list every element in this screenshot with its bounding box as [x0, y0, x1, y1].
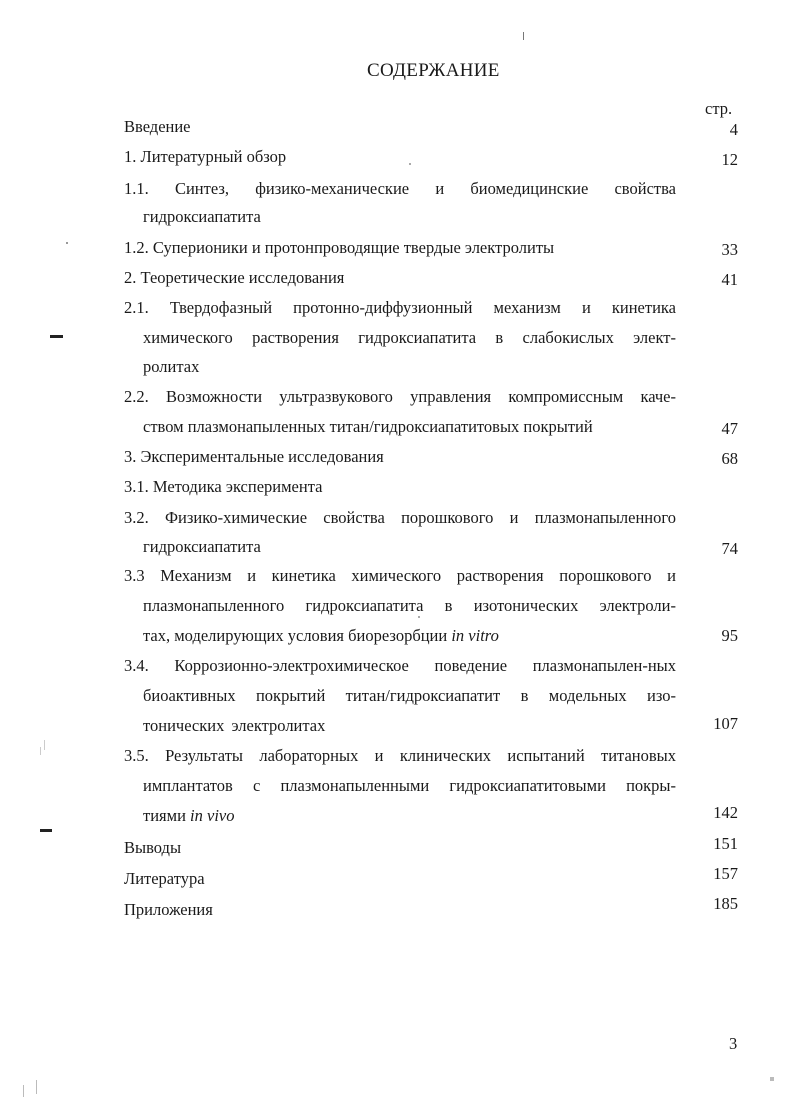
page-number: 3 [729, 1034, 738, 1053]
toc-page-chapter-2: 41 [721, 270, 738, 289]
page-title: СОДЕРЖАНИЕ [367, 60, 500, 81]
toc-entry-chapter-2: 2. Теоретические исследования [124, 268, 345, 287]
scan-artifact [44, 740, 45, 750]
scan-artifact [523, 32, 524, 40]
toc-page-3-3: 95 [721, 626, 738, 645]
toc-entry-3-4-line1: 3.4. Коррозионно-электрохимическое поведение плазмонапылен-ных [124, 656, 676, 675]
toc-entry-2-2-line1: 2.2. Возможности ультразвукового управления компромиссным каче- [124, 387, 676, 406]
toc-entry-3-4-line3: тонических электролитах [143, 716, 326, 735]
scan-artifact [23, 1085, 24, 1097]
toc-entry-appendices: Приложения [124, 900, 213, 919]
toc-page-chapter-3: 68 [721, 449, 738, 468]
scan-artifact [40, 829, 52, 832]
toc-entry-3-3-line2: плазмонапыленного гидроксиапатита в изотонических электроли- [143, 596, 676, 615]
toc-entry-literature: Литература [124, 869, 205, 888]
toc-entry-3-4-line2: биоактивных покрытий титан/гидроксиапатит в модельных изо- [143, 686, 676, 705]
toc-entry-3-5-line3 [143, 806, 234, 826]
toc-page-3-4: 107 [713, 714, 738, 733]
toc-entry-3-3-line3-text: тах, моделирующих условия биорезорбции [143, 626, 452, 645]
toc-entry-3-3-line1: 3.3 Механизм и кинетика химического растворения порошкового и [124, 566, 676, 585]
toc-entry-2-1-line3: ролитах [143, 357, 200, 376]
toc-entry-intro: Введение [124, 117, 191, 136]
toc-entry-2-1-line1: 2.1. Твердофазный протонно-диффузионный механизм и кинетика [124, 298, 676, 317]
toc-page-literature: 157 [713, 864, 738, 883]
toc-page-chapter-1: 12 [721, 150, 738, 169]
toc-entry-1-1-line1: 1.1. Синтез, физико-механические и биомедицинские свойства [124, 179, 676, 198]
toc-page-1-2: 33 [721, 240, 738, 259]
toc-entry-chapter-1: 1. Литературный обзор [124, 147, 287, 166]
toc-page-2-2: 47 [721, 419, 738, 438]
scan-artifact [36, 1080, 37, 1094]
toc-entry-2-2-line2: ством плазмонапыленных титан/гидроксиапатитовых покрытий [143, 417, 593, 436]
scan-artifact [418, 616, 420, 618]
toc-entry-3-5-line2: имплантатов с плазмонапыленными гидроксиапатитовыми покры- [143, 776, 676, 795]
toc-entry-3-5-line1: 3.5. Результаты лабораторных и клинических испытаний титановых [124, 746, 676, 765]
scan-artifact [40, 747, 41, 755]
toc-page-conclusions: 151 [713, 834, 738, 853]
toc-entry-1-2: 1.2. Суперионики и протонпроводящие твердые электролиты [124, 238, 555, 257]
toc-entry-3-3-line3-italic: in vitro [451, 626, 499, 645]
toc-entry-1-1-line2: гидроксиапатита [143, 207, 261, 226]
toc-entry-3-5-line3-italic: in vivo [190, 806, 235, 825]
toc-page-appendices: 185 [713, 894, 738, 913]
toc-entry-2-1-line2: химического растворения гидроксиапатита в слабокислых элект- [143, 328, 676, 347]
toc-page-3-5: 142 [713, 803, 738, 822]
toc-page-intro: 4 [729, 120, 738, 139]
scan-artifact [66, 242, 68, 244]
toc-entry-3-2-line1: 3.2. Физико-химические свойства порошкового и плазмонапыленного [124, 508, 676, 527]
toc-page-3-2: 74 [721, 539, 738, 558]
toc-entry-3-5-line3-text: тиями [143, 806, 191, 825]
toc-entry-chapter-3: 3. Экспериментальные исследования [124, 447, 384, 466]
scan-artifact [50, 335, 63, 338]
page-column-header: стр. [705, 99, 733, 118]
toc-entry-3-2-line2: гидроксиапатита [143, 537, 261, 556]
toc-entry-conclusions: Выводы [124, 838, 182, 857]
toc-entry-3-1: 3.1. Методика эксперимента [124, 477, 323, 496]
scan-artifact [409, 163, 411, 165]
scan-artifact [770, 1077, 774, 1081]
toc-entry-3-3-line3 [143, 626, 499, 646]
